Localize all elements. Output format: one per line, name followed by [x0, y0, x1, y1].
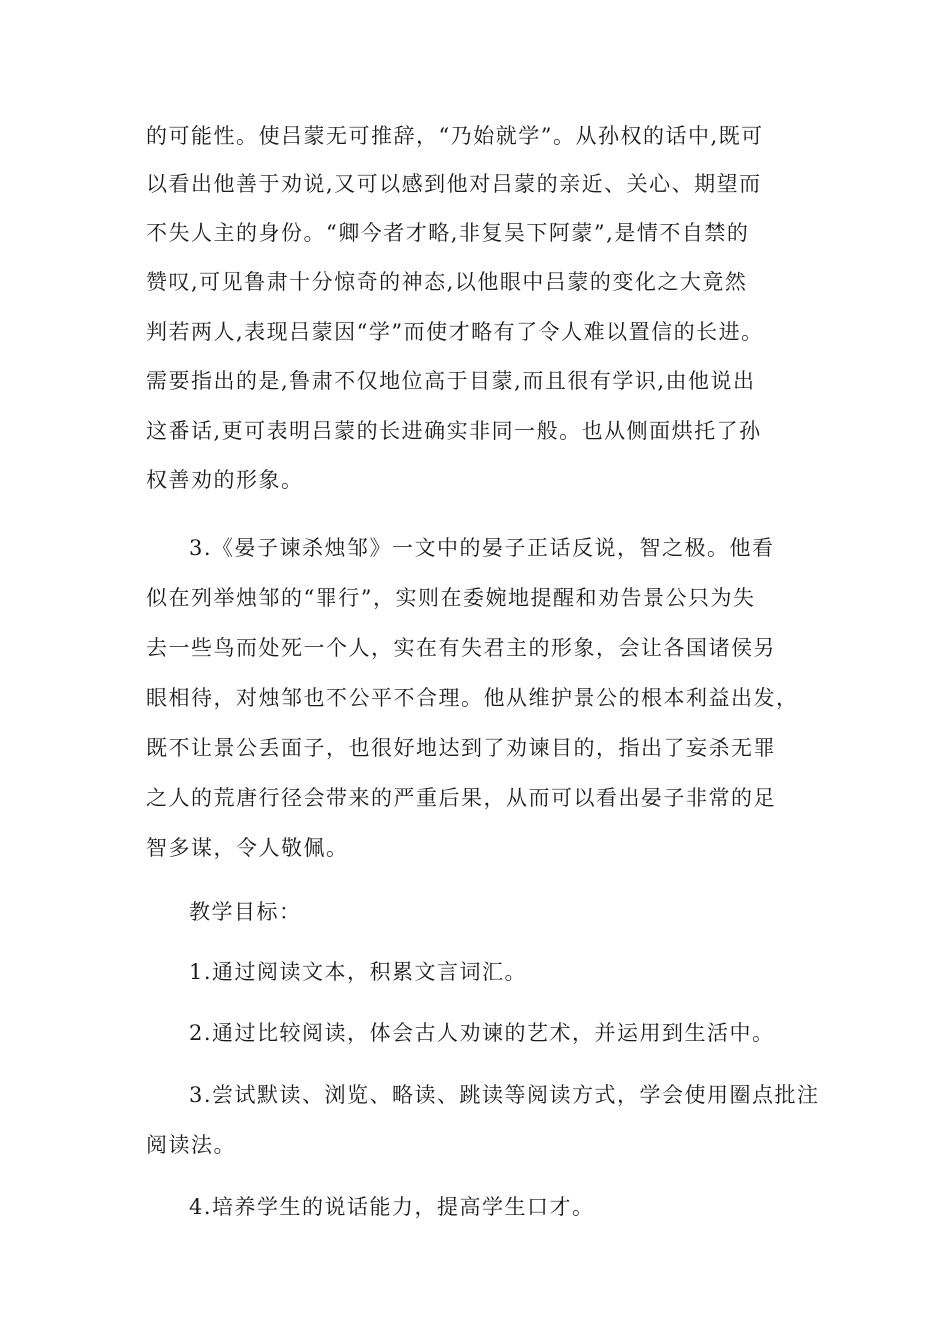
objective-item-4: 4.培养学生的说话能力，提高学生口才。	[189, 1195, 595, 1219]
paragraph-2-line-7: 智多谋，令人敬佩。	[146, 836, 349, 860]
paragraph-2-line-5: 既不让景公丢面子，也很好地达到了劝谏目的，指出了妄杀无罪	[146, 736, 776, 760]
paragraph-1-line-6: 需要指出的是,鲁肃不仅地位高于目蒙,而且很有学识,由他说出	[146, 369, 756, 393]
objective-item-2: 2.通过比较阅读，体会古人劝谏的艺术，并运用到生活中。	[189, 1021, 775, 1045]
paragraph-1-line-8: 权善劝的形象。	[146, 468, 304, 492]
objectives-heading: 教学目标：	[189, 900, 302, 924]
paragraph-2-line-3: 去一些鸟而处死一个人，实在有失君主的形象，会让各国诸侯另	[146, 636, 776, 660]
objective-item-3-line-1: 3.尝试默读、浏览、略读、跳读等阅读方式，学会使用圈点批注	[189, 1083, 820, 1107]
paragraph-1-line-2: 以看出他善于劝说,又可以感到他对吕蒙的亲近、关心、期望而	[146, 172, 762, 196]
objective-item-3-line-2: 阅读法。	[146, 1133, 236, 1157]
paragraph-1-line-5: 判若两人,表现吕蒙因“学”而使才略有了令人难以置信的长进。	[146, 320, 764, 344]
paragraph-1-line-3: 不失人主的身份。“卿今者才略,非复吴下阿蒙”,是情不自禁的	[146, 221, 750, 245]
objective-item-1: 1.通过阅读文本，积累文言词汇。	[189, 960, 528, 984]
paragraph-1-line-1: 的可能性。使吕蒙无可推辞，“乃始就学”。从孙权的话中,既可	[146, 124, 764, 148]
paragraph-1-line-4: 赞叹,可见鲁肃十分惊奇的神态,以他眼中吕蒙的变化之大竟然	[146, 270, 748, 294]
paragraph-1-line-7: 这番话,更可表明吕蒙的长进确实非同一般。也从侧面烘托了孙	[146, 419, 762, 443]
paragraph-2-line-2: 似在列举烛邹的“罪行”，实则在委婉地提醒和劝告景公只为失	[146, 586, 756, 610]
paragraph-2-line-6: 之人的荒唐行径会带来的严重后果，从而可以看出晏子非常的足	[146, 786, 776, 810]
paragraph-2-line-1: 3.《晏子谏杀烛邹》一文中的晏子正话反说，智之极。他看	[189, 536, 775, 560]
paragraph-2-line-4: 眼相待，对烛邹也不公平不合理。他从维护景公的根本利益出发，	[146, 686, 799, 710]
